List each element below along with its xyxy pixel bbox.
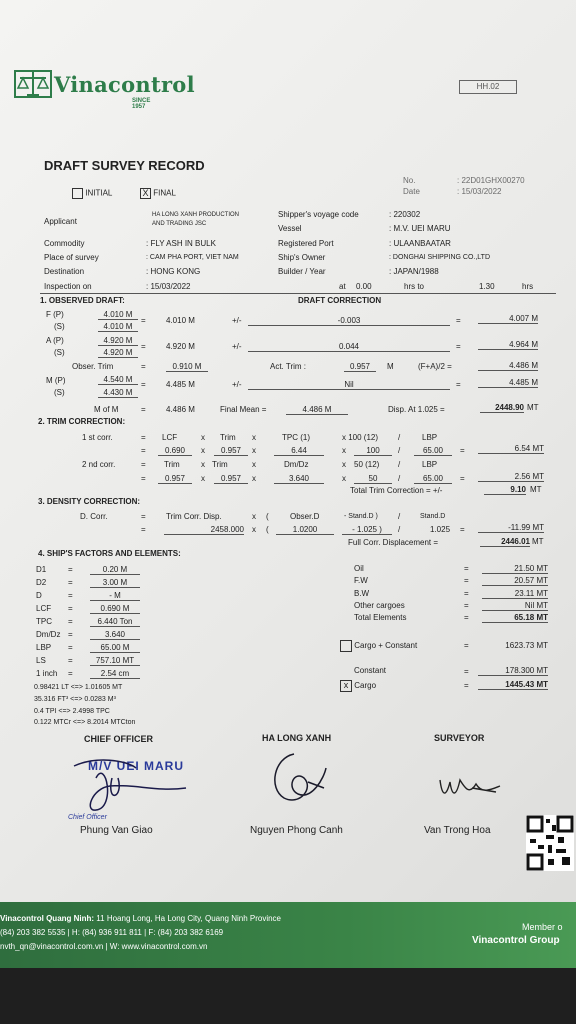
chief-officer-label: CHIEF OFFICER [84,734,153,744]
act-trim-value: 0.957 [344,362,376,372]
element-value: Nil MT [482,601,548,611]
total-trim-unit: MT [530,485,542,494]
density-r-slash: / [398,525,401,534]
footer-address-text: 11 Hoang Long, Ha Long City, Quang Ninh Province [94,914,282,923]
fp-label: F (P) [46,310,64,319]
trim-h1-lcf: LCF [162,433,178,442]
trim-h2-trim1: Trim [164,460,180,469]
divider [40,293,556,294]
density-h-paren: ( [266,512,269,521]
density-r-paren: ( [266,525,269,534]
disp-label: Disp. At 1.025 = [388,405,445,414]
factor-value: 65.00 M [90,643,140,653]
trim-r1-trim: 0.957 [214,446,248,456]
conversion-row: 35.316 FT³ <=> 0.0283 M³ [34,696,116,703]
density-result: -11.99 MT [478,523,544,533]
fs-value: 4.010 M [98,322,138,332]
cargo-constant-value: 1623.73 MT [505,641,548,650]
trim-h2-trim2: Trim [212,460,228,469]
element-eq: = [464,589,469,598]
factor-label: LCF [36,604,52,613]
element-label: F.W [354,576,368,585]
constant-label: Constant [354,666,387,675]
trim-result-2: 2.56 MT [478,472,544,482]
trim-r1-eq2: = [460,446,465,455]
final-mean-value: 4.486 M [286,405,348,415]
surveyor-name: Van Trong Hoa [424,825,491,836]
trim-h1-lbp: LBP [422,433,438,442]
factor-label: LBP [36,643,52,652]
factor-eq: = [68,591,73,600]
trim-r2-eq: = [141,474,146,483]
full-corr-label: Full Corr. Displacement = [348,538,439,547]
mp-label: M (P) [46,376,66,385]
footer-group: Vinacontrol Group [472,935,560,946]
trim-h2-dmdz: Dm/Dz [284,460,309,469]
act-trim-unit: M [387,362,394,371]
mom-label: M of M [94,405,119,414]
dcorr-label: D. Corr. [80,512,108,521]
factor-eq: = [68,617,73,626]
trim-h2-x2: x [252,460,256,469]
ref-no: : 22D01GHX00270 [457,176,525,185]
trim-h1-trim: Trim [220,433,236,442]
chief-signature [66,748,216,818]
owner-value: : DONGHAI SHIPPING CO.,LTD [389,254,490,261]
surveyor-label: SURVEYOR [434,733,485,743]
scales-logo-icon [14,68,52,100]
applicant-value-2: AND TRADING JSC [152,221,207,227]
trim-r1-lcf: 0.690 [158,446,192,456]
constant-eq: = [464,667,469,676]
element-eq: = [464,613,469,622]
factor-value: 3.00 M [90,578,140,588]
registered-port-value: : ULAANBAATAR [389,239,451,248]
conversion-row: 0.98421 LT <=> 1.01605 MT [34,684,123,691]
cargo-value: 1445.43 MT [478,680,548,690]
trim-r2-dmdz: 3.640 [274,474,324,484]
a-mean: 4.920 M [166,342,195,351]
trim-h2-x3: x [342,460,346,469]
conversion-row: 0.122 MTCr <=> 8.2014 MTCton [34,719,136,726]
fp-value: 4.010 M [98,310,138,320]
factor-label: TPC [36,617,52,626]
cargo-row [340,680,376,692]
m-pm: +/- [232,380,242,389]
density-h-disp: Trim Corr. Disp. [166,512,222,521]
commodity-label: Commodity [44,239,85,248]
factor-eq: = [68,630,73,639]
f-pm: +/- [232,316,242,325]
factor-label: LS [36,656,46,665]
trim-r1-100: 100 [354,446,392,456]
a-eq: = [141,342,146,351]
time-to: 1.30 [479,282,495,291]
brand-since: SINCE 1957 [132,98,151,110]
trim-r2-50: 50 [354,474,392,484]
factor-eq: = [68,578,73,587]
element-value: 21.50 MT [482,564,548,574]
trim-h1-eq: = [141,433,146,442]
trim-r1-x3: x [342,446,346,455]
disp-value: 2448.90 [480,403,524,413]
footer-email: nvth_qn@vinacontrol.com.vn | W: www.vinacontrol.com.vn [0,942,208,951]
cargo-constant-label: Cargo + Constant [354,641,418,651]
density-r-std: 1.025 [430,525,451,534]
full-corr-unit: MT [532,537,544,546]
ap-value: 4.920 M [98,336,138,346]
element-value: 23.11 MT [482,589,548,599]
factor-value: 0.20 M [90,565,140,575]
builder-label: Builder / Year [278,267,326,276]
factor-eq: = [68,604,73,613]
a-correction: 0.044 [248,342,450,352]
fa2-label: (F+A)/2 = [418,362,452,371]
obs-trim-eq: = [141,362,146,371]
time-to-label: hrs to [404,282,425,291]
factor-value: - M [90,591,140,601]
trim-r2-slash: / [398,474,401,483]
mom-eq: = [141,405,146,414]
form-code: HH.02 [459,80,517,94]
draft-correction-title: DRAFT CORRECTION [298,296,382,305]
density-r-eq2: = [460,525,465,534]
section-3-title: 3. DENSITY CORRECTION: [38,497,141,506]
element-eq: = [464,601,469,610]
trim-h1-tpc: TPC (1) [282,433,310,442]
trim-h2-lbp: LBP [422,460,438,469]
place-label: Place of survey [44,253,99,262]
factor-value: 3.640 [90,630,140,640]
factor-eq: = [68,669,73,678]
factor-label: Dm/Dz [36,630,61,639]
density-h-eq: = [141,512,146,521]
element-label: Oil [354,564,364,573]
factor-value: 2.54 cm [90,669,140,679]
factor-eq: = [68,656,73,665]
density-h-x: x [252,512,256,521]
element-eq: = [464,576,469,585]
factor-label: D2 [36,578,47,587]
factor-eq: = [68,643,73,652]
footer-office: Vinacontrol Quang Ninh: [0,914,95,923]
a-result: 4.964 M [478,340,538,350]
trim-h2-eq: = [141,460,146,469]
cargo-constant-row [340,640,417,652]
trim-r2-x2: x [252,474,256,483]
factor-label: 1 inch [36,669,58,678]
total-trim-value: 9.10 [484,485,526,495]
trim-h1-slash: / [398,433,401,442]
density-r-stand: - 1.025 ) [342,525,392,535]
density-h-obs: Obser.D [290,512,320,521]
qr-code-icon [526,815,574,871]
trim-r1-x1: x [201,446,205,455]
footer-member: Member o [522,922,563,932]
cargo-constant-checkbox [340,640,352,652]
trim-h1-100: x 100 (12) [342,433,379,442]
act-trim-label: Act. Trim : [270,362,306,371]
density-r-disp: 2458.000 [164,525,244,535]
trim-r2-eq2: = [460,474,465,483]
factor-value: 757.10 MT [90,656,140,666]
section-4-title: 4. SHIP'S FACTORS AND ELEMENTS: [38,549,181,558]
time-hrs: hrs [522,282,534,291]
trim-r2-trim1: 0.957 [158,474,192,484]
final-mean-label: Final Mean = [220,405,267,414]
final-checkbox: X [140,188,151,199]
cargo-label: Cargo [354,681,377,691]
vinacontrol-logo [14,68,195,110]
f-mean: 4.010 M [166,316,195,325]
full-corr-value: 2446.01 [480,537,530,547]
obs-trim-label: Obser. Trim [72,362,114,371]
trim-r1-lbp: 65.00 [414,446,452,456]
m-eq: = [141,380,146,389]
stamp-subtitle: Chief Officer [68,814,107,821]
obs-trim-value: 0.910 M [166,362,208,372]
inspection-value: : 15/03/2022 [146,282,191,291]
trim-first-label: 1 st corr. [82,433,113,442]
constant-value: 178.300 MT [478,666,548,676]
ship-stamp: M/V UEI MARU [88,759,184,773]
initial-label: INITIAL [85,188,113,198]
trim-h1-x2: x [252,433,256,442]
trim-result-1: 6.54 MT [478,444,544,454]
ap-label: A (P) [46,336,64,345]
company-name: Nguyen Phong Canh [250,825,343,836]
trim-h2-slash: / [398,460,401,469]
density-r-obs: 1.0200 [276,525,334,535]
trim-r1-x2: x [252,446,256,455]
factor-value: 0.690 M [90,604,140,614]
owner-label: Ship's Owner [278,253,326,262]
time-at: 0.00 [356,282,372,291]
mp-value: 4.540 M [98,375,138,385]
m-eq2: = [456,380,461,389]
as-value: 4.920 M [98,348,138,358]
total-trim-label: Total Trim Correction = +/- [350,486,443,495]
m-mean: 4.485 M [166,380,195,389]
density-h-slash: / [398,512,401,521]
chief-name: Phung Van Giao [80,825,153,836]
element-value: 65.18 MT [482,613,548,623]
ms-label: (S) [54,388,65,397]
destination-value: : HONG KONG [146,267,201,276]
cargo-checkbox: x [340,680,352,692]
element-value: 20.57 MT [482,576,548,586]
voyage-code-value: : 220302 [389,210,421,219]
vessel-value: : M.V. UEI MARU [389,224,451,233]
f-eq: = [141,316,146,325]
trim-h1-x1: x [201,433,205,442]
inspection-label: Inspection on [44,282,92,291]
element-eq: = [464,564,469,573]
fa2-value: 4.486 M [478,361,538,371]
trim-h2-x1: x [201,460,205,469]
surveyor-signature [436,770,506,806]
a-eq2: = [456,342,461,351]
company-label: HA LONG XANH [262,733,332,743]
trim-r1-slash: / [398,446,401,455]
section-2-title: 2. TRIM CORRECTION: [38,417,126,426]
ref-date-label: Date [403,187,420,196]
initial-checkbox [72,188,83,199]
applicant-label: Applicant [44,217,77,226]
density-h-std: Stand.D [420,513,446,520]
factor-value: 6.440 Ton [90,617,140,627]
cargo-constant-eq: = [464,641,469,650]
as-label: (S) [54,348,65,357]
company-signature [264,748,334,808]
destination-label: Destination [44,267,85,276]
mom-value: 4.486 M [166,405,195,414]
conversion-row: 0.4 TPI <=> 2.4998 TPC [34,708,110,715]
trim-r1-eq: = [141,446,146,455]
final-label: FINAL [153,188,176,198]
density-r-eq: = [141,525,146,534]
element-label: B.W [354,589,370,598]
desk-background [0,968,576,1024]
trim-r2-x1: x [201,474,205,483]
footer-address [0,914,281,923]
density-r-x: x [252,525,256,534]
element-label: Other cargoes [354,601,405,610]
place-value: : CAM PHA PORT, VIET NAM [146,254,239,261]
factor-label: D [36,591,42,600]
m-correction: Nil [248,380,450,390]
ref-date: : 15/03/2022 [457,187,502,196]
trim-r2-trim2: 0.957 [214,474,248,484]
trim-r2-x3: x [342,474,346,483]
builder-value: : JAPAN/1988 [389,267,439,276]
voyage-code-label: Shipper's voyage code [278,210,359,219]
brand-name: Vinacontrol [54,72,195,97]
final-option [140,188,176,199]
f-result: 4.007 M [478,314,538,324]
trim-second-label: 2 nd corr. [82,460,116,469]
footer-band [0,902,576,968]
ref-no-label: No. [403,176,416,185]
applicant-value: HA LONG XANH PRODUCTION [152,212,240,218]
initial-option [72,188,112,199]
disp-unit: MT [527,403,539,412]
a-pm: +/- [232,342,242,351]
f-correction: -0.003 [248,316,450,326]
factor-label: D1 [36,565,47,574]
ms-value: 4.430 M [98,388,138,398]
cargo-eq: = [464,681,469,690]
time-at-label: at [339,282,346,291]
trim-r1-tpc: 6.44 [274,446,324,456]
vessel-label: Vessel [278,224,302,233]
density-h-stand: - Stand.D ) [344,513,378,520]
footer-phones: (84) 203 382 5535 | H: (84) 936 911 811 | F: (84) 203 382 6169 [0,928,224,937]
page-title: DRAFT SURVEY RECORD [44,158,205,173]
element-label: Total Elements [354,613,407,622]
fs-label: (S) [54,322,65,331]
factor-eq: = [68,565,73,574]
trim-r2-lbp: 65.00 [414,474,452,484]
trim-h2-50: 50 (12) [354,460,380,469]
registered-port-label: Registered Port [278,239,334,248]
commodity-value: : FLY ASH IN BULK [146,239,216,248]
section-1-title: 1. OBSERVED DRAFT: [40,296,125,305]
f-eq2: = [456,316,461,325]
m-result: 4.485 M [478,378,538,388]
